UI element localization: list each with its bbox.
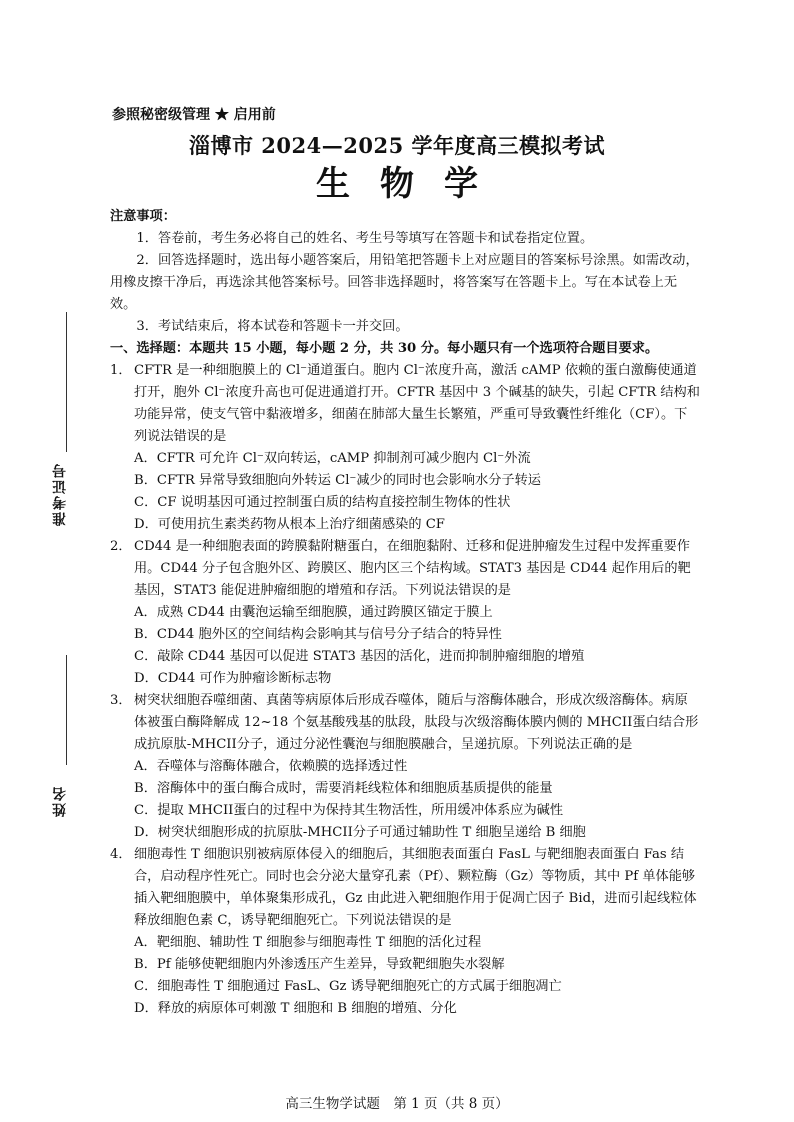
exam-title: 淄博市 2024—2025 学年度高三模拟考试	[188, 133, 605, 158]
question-number: 3．	[110, 693, 132, 708]
name-line-top	[66, 655, 67, 765]
note-item: 1．答卷前，考生务必将自己的姓名、考生号等填写在答题卡和试卷指定位置。	[136, 231, 594, 246]
option-d: D．可使用抗生素类药物从根本上治疗细菌感染的 CF	[134, 517, 445, 532]
option-b: B．Pf 能够使靶细胞内外渗透压产生差异，导致靶细胞失水裂解	[134, 957, 505, 972]
exam-content	[110, 206, 700, 1020]
option-a: A．成熟 CD44 由囊泡运输至细胞膜，通过跨膜区锚定于膜上	[134, 605, 493, 620]
note-item: 2．回答选择题时，选出每小题答案后，用铅笔把答题卡上对应题目的答案标号涂黑。如需改动，用橡皮擦干净后，再选涂其他答案标号。回答非选择题时，将答案写在答题卡上。写在本试卷上无效。	[110, 253, 699, 312]
option-d: D．释放的病原体可刺激 T 细胞和 B 细胞的增殖、分化	[134, 1001, 457, 1016]
question-stem: 细胞毒性 T 细胞识别被病原体侵入的细胞后，其细胞表面蛋白 FasL 与靶细胞表面蛋白 Fas 结合，启动程序性死亡。同时也会分泌大量穿孔素（Pf）、颗粒酶（Gz）等物质，其中 Pf 单体能够插入靶细胞膜中，单体聚集形成孔，Gz 由此进入靶细胞作用于促凋亡因子 Bid，进而引起线粒体释放细胞色素 C，诱导靶细胞死亡。下列说法错误的是	[134, 847, 697, 928]
question-number: 2．	[110, 539, 132, 554]
option-c: C．细胞毒性 T 细胞通过 FasL、Gz 诱导靶细胞死亡的方式属于细胞凋亡	[134, 979, 562, 994]
question-stem: 树突状细胞吞噬细菌、真菌等病原体后形成吞噬体，随后与溶酶体融合，形成次级溶酶体。病原体被蛋白酶降解成 12~18 个氨基酸残基的肽段，肽段与次级溶酶体膜内侧的 MHCII蛋白结合形成抗原肽-MHCII分子，通过分泌性囊泡与细胞膜融合，呈递抗原。下列说法正确的是	[134, 693, 699, 752]
name-label: 姓名	[52, 785, 68, 817]
option-d: D．CD44 可作为肿瘤诊断标志物	[134, 671, 332, 686]
option-b: B．溶酶体中的蛋白酶合成时，需要消耗线粒体和细胞质基质提供的能量	[134, 781, 553, 796]
section-heading: 一、选择题：本题共 15 小题，每小题 2 分，共 30 分。每小题只有一个选项符合题目要求。	[110, 341, 659, 356]
ticket-line-top	[66, 312, 67, 452]
option-c: C．CF 说明基因可通过控制蛋白质的结构直接控制生物体的性状	[134, 495, 511, 510]
secret-level-label: 参照秘密级管理 ★ 启用前	[112, 107, 276, 123]
option-c: C．提取 MHCII蛋白的过程中为保持其生物活性，所用缓冲体系应为碱性	[134, 803, 564, 818]
question-3	[110, 690, 700, 844]
question-4	[110, 844, 700, 1020]
page-footer: 高三生物学试题 第 1 页（共 8 页）	[285, 1096, 509, 1112]
ticket-number-label: 准考证号	[52, 462, 68, 526]
question-number: 1．	[110, 363, 132, 378]
question-number: 4．	[110, 847, 132, 862]
subject-title: 生物学	[316, 164, 508, 204]
note-item: 3．考试结束后，将本试卷和答题卡一并交回。	[136, 319, 409, 334]
question-2	[110, 536, 700, 690]
option-d: D．树突状细胞形成的抗原肽-MHCII分子可通过辅助性 T 细胞呈递给 B 细胞	[134, 825, 586, 840]
option-a: A．靶细胞、辅助性 T 细胞参与细胞毒性 T 细胞的活化过程	[134, 935, 482, 950]
question-stem: CFTR 是一种细胞膜上的 Cl⁻通道蛋白。胞内 Cl⁻浓度升高，激活 cAMP 依赖的蛋白激酶使通道打开，胞外 Cl⁻浓度升高也可促进通道打开。CFTR 基因中 3 个碱基的缺失，引起 CFTR 结构和功能异常，使支气管中黏液增多，细菌在肺部大量生长繁殖，严重可导致囊性纤维化（CF）。下列说法错误的是	[134, 363, 700, 444]
option-b: B．CFTR 异常导致细胞向外转运 Cl⁻减少的同时也会影响水分子转运	[134, 473, 541, 488]
option-a: A．CFTR 可允许 Cl⁻双向转运，cAMP 抑制剂可减少胞内 Cl⁻外流	[134, 451, 531, 466]
option-a: A．吞噬体与溶酶体融合，依赖膜的选择透过性	[134, 759, 408, 774]
notes-heading: 注意事项：	[110, 209, 176, 224]
question-stem: CD44 是一种细胞表面的跨膜黏附糖蛋白，在细胞黏附、迁移和促进肿瘤发生过程中发挥重要作用。CD44 分子包含胞外区、跨膜区、胞内区三个结构域。STAT3 基因是 CD44 起作用后的靶基因，STAT3 能促进肿瘤细胞的增殖和存活。下列说法错误的是	[134, 539, 691, 598]
question-1	[110, 360, 700, 536]
option-b: B．CD44 胞外区的空间结构会影响其与信号分子结合的特异性	[134, 627, 502, 642]
option-c: C．敲除 CD44 基因可以促进 STAT3 基因的活化，进而抑制肿瘤细胞的增殖	[134, 649, 585, 664]
